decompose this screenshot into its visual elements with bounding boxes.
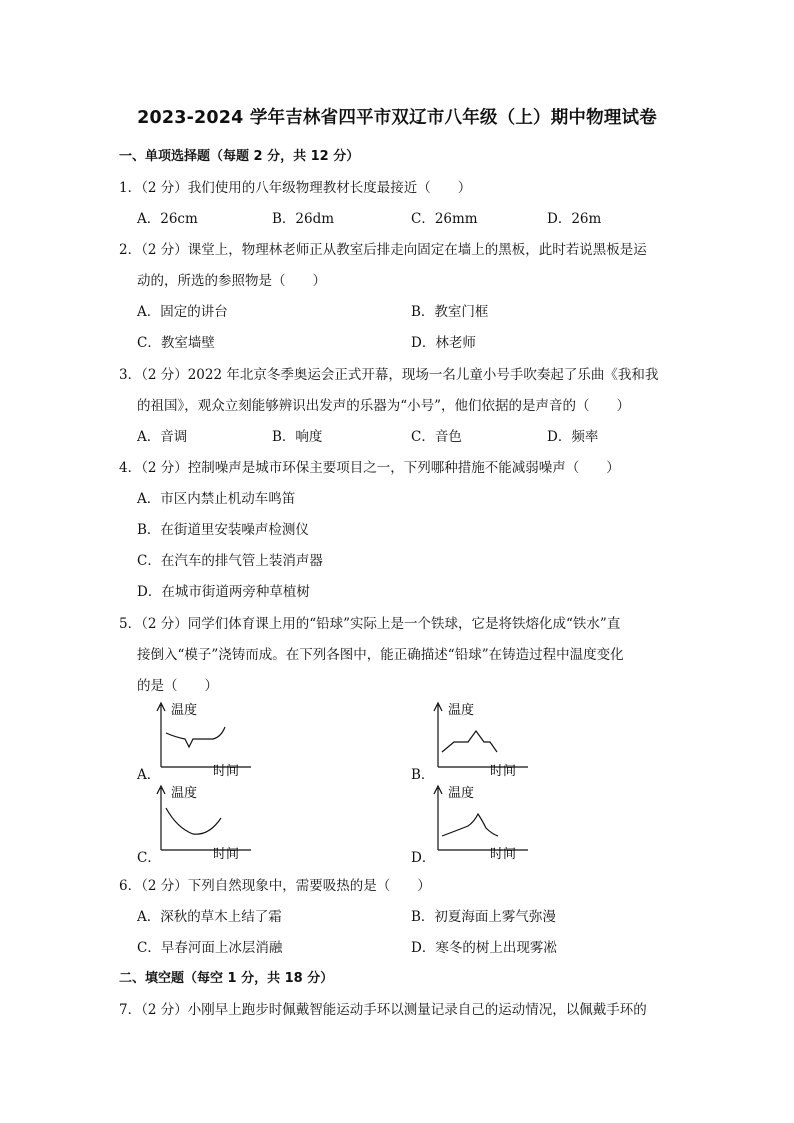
graph-b <box>432 697 532 779</box>
q4-option-c: C．在汽车的排气管上装消声器 <box>137 553 323 569</box>
q4-option-a: A．市区内禁止机动车鸣笛 <box>137 491 296 507</box>
q2-option-c: C．教室墙壁 <box>137 335 215 351</box>
q3-option-a: A．音调 <box>137 429 188 445</box>
question-5-line-1: 5．（2 分）同学们体育课上用的“铅球”实际上是一个铁球，它是将铁熔化成“铁水”直 <box>119 616 621 632</box>
q6-option-a: A．深秋的草木上结了霜 <box>137 909 282 925</box>
graph-d-curve <box>442 814 498 836</box>
question-4-text: 4．（2 分）控制噪声是城市环保主要项目之一，下列哪种措施不能减弱噪声（ ） <box>119 460 620 476</box>
exam-title: 2023-2024 学年吉林省四平市双辽市八年级（上）期中物理试卷 <box>137 108 657 128</box>
graph-c-ylabel: 温度 <box>171 786 198 801</box>
section-heading-choice: 一、单项选择题（每题 2 分，共 12 分） <box>119 149 360 164</box>
graph-d <box>432 780 532 862</box>
graph-c-xlabel: 时间 <box>213 847 240 862</box>
q6-option-b: B．初夏海面上雾气弥漫 <box>411 909 556 925</box>
q4-option-b: B．在街道里安装噪声检测仪 <box>137 522 309 538</box>
q1-option-d: D．26m <box>547 211 602 227</box>
graph-d-ylabel: 温度 <box>448 786 475 801</box>
section-heading-fill: 二、填空题（每空 1 分，共 18 分） <box>119 971 334 986</box>
question-6-text: 6．（2 分）下列自然现象中，需要吸热的是（ ） <box>119 878 431 894</box>
q4-option-d: D．在城市街道两旁种草植树 <box>137 584 310 600</box>
question-2-line-2: 动的，所选的参照物是（ ） <box>137 273 326 289</box>
q2-option-d: D．林老师 <box>411 335 476 351</box>
question-7-text: 7．（2 分）小刚早上跑步时佩戴智能运动手环以测量记录自己的运动情况，以佩戴手环的 <box>119 1002 647 1018</box>
q3-option-d: D．频率 <box>547 429 599 445</box>
q6-option-d: D．寒冬的树上出现雾凇 <box>411 940 557 956</box>
q3-option-b: B．响度 <box>272 429 323 445</box>
q5-option-d: D． <box>411 850 436 866</box>
question-5-line-3: 的是（ ） <box>137 678 218 694</box>
graph-c-curve <box>166 808 221 834</box>
q5-option-b: B． <box>411 767 435 783</box>
graph-a-ylabel: 温度 <box>171 703 198 718</box>
graph-b-curve <box>442 731 497 752</box>
q1-option-b: B．26dm <box>272 211 335 227</box>
graph-c <box>155 780 255 862</box>
graph-d-xlabel: 时间 <box>490 847 517 862</box>
question-2-line-1: 2．（2 分）课堂上，物理林老师正从教室后排走向固定在墙上的黑板，此时若说黑板是运 <box>119 242 647 258</box>
question-1-text: 1．（2 分）我们使用的八年级物理教材长度最接近（ ） <box>119 180 472 196</box>
graph-a-xlabel: 时间 <box>213 764 240 779</box>
graph-b-ylabel: 温度 <box>448 703 475 718</box>
question-5-line-2: 接倒入“模子”浇铸而成。在下列各图中，能正确描述“铅球”在铸造过程中温度变化 <box>137 647 624 663</box>
graph-b-xlabel: 时间 <box>490 764 517 779</box>
q3-option-c: C．音色 <box>411 429 462 445</box>
graph-a-curve <box>166 727 225 747</box>
graph-a <box>155 697 255 779</box>
q2-option-b: B．教室门框 <box>411 304 489 320</box>
q6-option-c: C．早春河面上冰层消融 <box>137 940 283 956</box>
q1-option-a: A．26cm <box>137 211 198 227</box>
question-3-line-2: 的祖国》，观众立刻能够辨识出发声的乐器为“小号”，他们依据的是声音的（ ） <box>137 398 631 414</box>
q5-option-c: C． <box>137 850 161 866</box>
q1-option-c: C．26mm <box>411 211 478 227</box>
question-3-line-1: 3．（2 分）2022 年北京冬季奥运会正式开幕，现场一名儿童小号手吹奏起了乐曲《我和我 <box>119 367 659 383</box>
q2-option-a: A．固定的讲台 <box>137 304 228 320</box>
q5-option-a: A． <box>137 767 161 783</box>
